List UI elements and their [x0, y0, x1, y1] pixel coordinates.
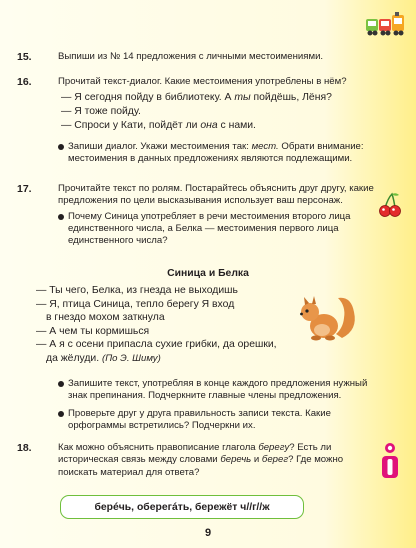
page-number: 9: [204, 527, 212, 539]
task-bullet: Запиши диалог. Укажи местоимения так: мест. Обрати внимание: местоимения в данных предложениях являются подлежащими.: [58, 141, 377, 166]
exercise-number: 16.: [17, 76, 32, 88]
dialog-line: — Я тоже пойду.: [61, 106, 141, 117]
story-line: — Я, птица Синица, тепло берегу Я вход: [36, 298, 235, 310]
exercise-number: 18.: [17, 442, 32, 454]
story-line: — А я с осени припасла сухие грибки, да орешки,: [36, 339, 277, 351]
story-line: — А чем ты кормишься: [36, 325, 150, 337]
exercise-intro: Прочитайте текст по ролям. Постарайтесь объяснить друг другу, какие предложения по цели высказывания использует ваш персонаж.: [58, 183, 374, 207]
exercise-16-task: [17, 139, 377, 166]
cherries-icon: [378, 192, 402, 218]
exercise-number: 15.: [17, 51, 32, 63]
exercise-16: [17, 76, 377, 88]
task-bullet: Запишите текст, употребляя в конце каждого предложения нужный знак препинания. Подчеркните главные члены предложения.: [58, 378, 377, 403]
story-text: [36, 284, 306, 366]
story-tasks: [17, 376, 377, 432]
story-line: да жёлуди. (По Э. Шиму): [46, 352, 161, 364]
exercise-text: Как можно объяснить правописание глагола берегу? Есть ли историческая связь между словами беречь и берег? Где можно поискать материал для ответа?: [58, 442, 344, 478]
exercise-text: Выпиши из № 14 предложения с личными местоимениями.: [58, 51, 324, 62]
train-icon: [364, 11, 406, 39]
exercise-intro: Прочитай текст-диалог. Какие местоимения употреблены в нём?: [58, 76, 347, 87]
exercise-17: [17, 183, 377, 247]
task-bullet: Проверьте друг у друга правильность записи текста. Какие орфограммы встретились? Подчеркни их.: [58, 408, 377, 433]
dialog-line: — Спроси у Кати, пойдёт ли она с нами.: [61, 120, 256, 131]
story-line: в гнездо мохом заткнула: [46, 312, 165, 324]
exercise-number: 17.: [17, 183, 32, 195]
story-title: Синица и Белка: [167, 268, 249, 279]
rule-box: берéчь, оберегáть, бережёт ч//г//ж: [60, 495, 304, 519]
exercise-15: [17, 51, 377, 63]
dialog-line: — Я сегодня пойду в библиотеку. А ты пойдёшь, Лёня?: [61, 92, 332, 103]
task-bullet: Почему Синица употребляет в речи местоимения второго лица единственного числа, а Белка — местоимения первого лица единственного числа?: [58, 211, 377, 248]
info-icon: [375, 442, 405, 480]
dialog-block: [61, 91, 416, 133]
squirrel-illustration: [296, 290, 358, 342]
story-line: — Ты чего, Белка, из гнезда не выходишь: [36, 285, 238, 296]
exercise-18: [17, 442, 377, 479]
